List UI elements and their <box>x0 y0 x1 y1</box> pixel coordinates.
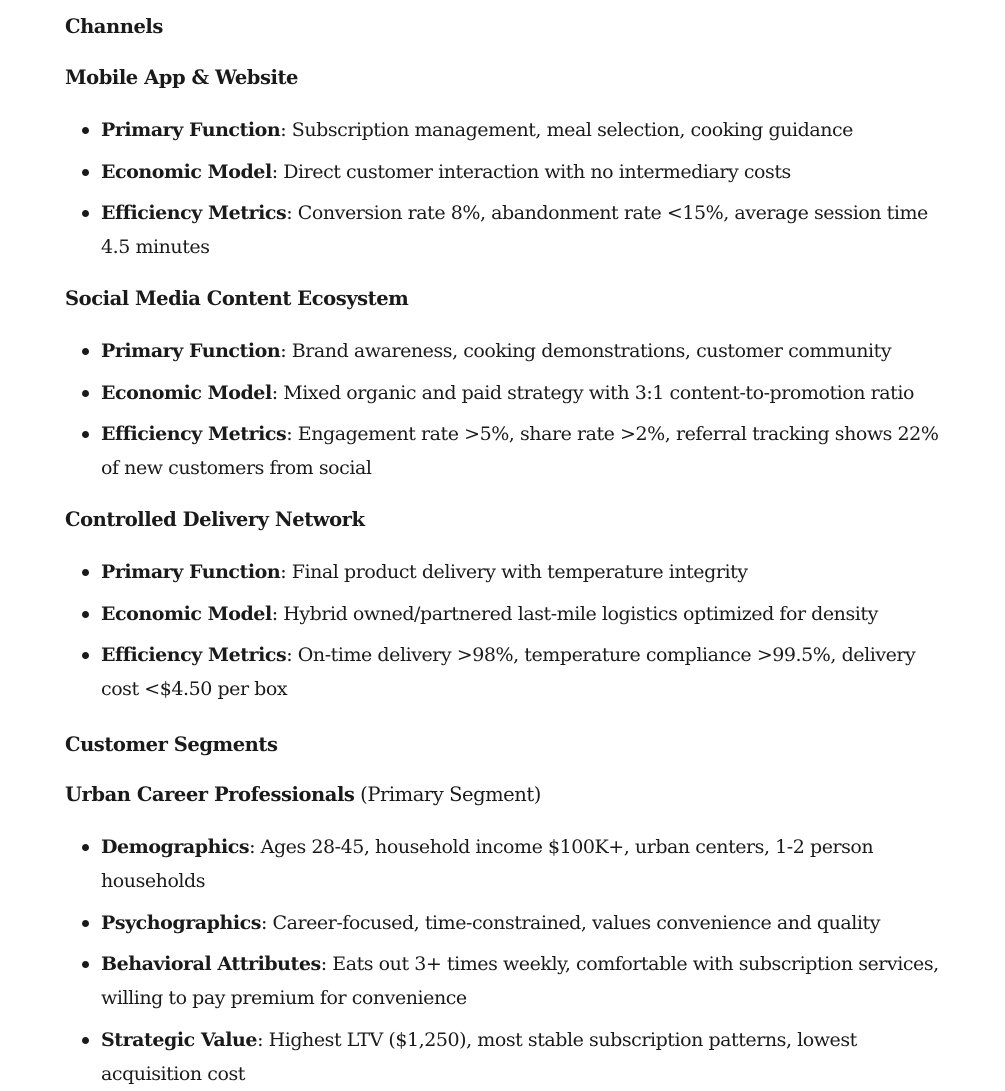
social-media-heading: Social Media Content Ecosystem <box>65 287 409 310</box>
item-label: Economic Model <box>101 160 272 183</box>
item-label: Efficiency Metrics <box>101 423 287 445</box>
segment-note: (Primary Segment) <box>354 783 541 806</box>
item-text: : Direct customer interaction with no intermediary costs <box>271 160 791 183</box>
list-item <box>65 334 945 368</box>
list-item <box>65 376 945 410</box>
item-label: Efficiency Metrics <box>101 202 287 224</box>
item-label: Economic Model <box>101 381 272 404</box>
item-label: Demographics <box>101 836 250 858</box>
social-media-list <box>65 334 945 485</box>
segment-attributes-list <box>65 830 945 1091</box>
list-item <box>65 597 945 631</box>
item-text: : Conversion rate 8%, abandonment rate <15%, average session time 4.5 minutes <box>101 202 928 258</box>
item-label: Primary Function <box>101 340 281 362</box>
list-item <box>65 830 945 898</box>
item-text: : Career-focused, time-constrained, values convenience and quality <box>260 911 880 934</box>
customer-segments-heading: Customer Segments <box>65 733 278 756</box>
item-text: : Highest LTV ($1,250), most stable subscription patterns, lowest acquisition cost <box>101 1028 857 1085</box>
delivery-network-heading: Controlled Delivery Network <box>65 508 365 531</box>
mobile-app-website-heading: Mobile App & Website <box>65 66 298 89</box>
item-text: : Hybrid owned/partnered last-mile logistics optimized for density <box>271 602 878 625</box>
item-text: : Eats out 3+ times weekly, comfortable with subscription services, willing to pay premium for convenience <box>101 953 939 1009</box>
list-item <box>65 155 945 189</box>
list-item <box>65 947 945 1015</box>
item-label: Psychographics <box>101 911 261 934</box>
channels-heading: Channels <box>65 15 163 38</box>
list-item <box>65 417 945 485</box>
list-item <box>65 1023 945 1091</box>
item-text: : Engagement rate >5%, share rate >2%, referral tracking shows 22% of new customers from social <box>101 423 939 479</box>
item-text: : Mixed organic and paid strategy with 3:1 content-to-promotion ratio <box>271 381 914 404</box>
item-label: Efficiency Metrics <box>101 644 287 666</box>
item-text: : Ages 28-45, household income $100K+, urban centers, 1-2 person households <box>101 836 874 892</box>
list-item <box>65 196 945 264</box>
item-text: : Brand awareness, cooking demonstrations, customer community <box>280 340 892 362</box>
list-item <box>65 555 945 589</box>
item-label: Economic Model <box>101 602 272 625</box>
delivery-network-list <box>65 555 945 706</box>
mobile-app-website-list <box>65 113 945 264</box>
item-label: Behavioral Attributes <box>101 953 321 975</box>
list-item <box>65 906 945 940</box>
item-label: Primary Function <box>101 561 281 583</box>
item-label: Primary Function <box>101 119 281 141</box>
item-text: : On-time delivery >98%, temperature compliance >99.5%, delivery cost <$4.50 per box <box>101 644 916 700</box>
item-label: Strategic Value <box>101 1028 258 1051</box>
list-item <box>65 638 945 706</box>
item-text: : Subscription management, meal selection, cooking guidance <box>280 119 853 141</box>
item-text: : Final product delivery with temperature integrity <box>280 561 748 583</box>
segment-title: Urban Career Professionals <box>65 783 355 806</box>
segment-heading <box>65 783 541 807</box>
list-item <box>65 113 945 147</box>
